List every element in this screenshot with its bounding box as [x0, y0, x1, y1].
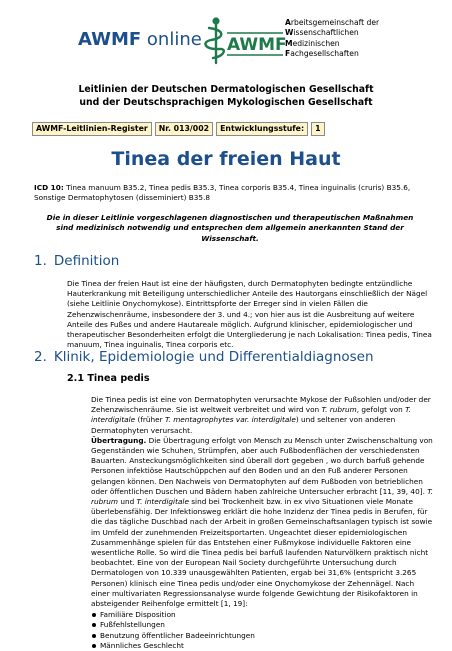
risk-factor-list — [91, 610, 431, 651]
register-bar — [32, 122, 328, 136]
subsection-heading-tinea-pedis: 2.1 Tinea pedis — [67, 373, 150, 384]
note-line: Die in dieser Leitlinie vorgeschlagenen diagnostischen und therapeutischen Maßnahmen — [46, 213, 414, 222]
icd-line: Tinea manuum B35.2, Tinea pedis B35.3, Tinea corporis B35.4, Tinea inguinalis (cruris) B35.6, — [63, 183, 411, 192]
list-item: Familiäre Disposition — [91, 610, 431, 620]
awmf-logo[interactable] — [203, 16, 285, 66]
note-line: Wissenschaft. — [201, 233, 259, 243]
register-number: Nr. 013/002 — [155, 122, 213, 136]
subtitle-line: und der Deutschsprachigen Mykologischen Gesellschaft — [79, 97, 373, 108]
guideline-note — [34, 213, 426, 244]
register-label: AWMF-Leitlinien-Register — [32, 122, 152, 136]
icd-codes — [34, 183, 426, 203]
list-item: Benutzung öffentlicher Badeeinrichtungen — [91, 631, 431, 641]
society-name — [285, 18, 379, 60]
caduceus-icon — [205, 19, 223, 63]
society-word: Fachgesellschaften — [285, 49, 359, 59]
list-item: Fußfehlstellungen — [91, 620, 431, 630]
note-line: sind medizinisch notwendig und entsprechen dem allgemein anerkannten Stand der — [56, 223, 404, 233]
icd-line: Sonstige Dermatophytosen (disseminiert) B35.8 — [34, 193, 211, 203]
page-title: Tinea der freien Haut — [111, 148, 341, 170]
section-heading-definition: 1. Definition — [34, 253, 120, 269]
section-heading-klinik: 2. Klinik, Epidemiologie und Differentialdiagnosen — [34, 349, 374, 365]
page-header — [0, 0, 452, 72]
subtitle-line: Leitlinien der Deutschen Dermatologischen Gesellschaft — [78, 84, 374, 95]
stage-label: Entwicklungsstufe: — [216, 122, 308, 136]
logo-wordmark: AWMF — [227, 35, 287, 55]
tinea-pedis-paragraph: Die Tinea pedis ist eine von Dermatophyten verursachte Mykose der Fußsohlen und/oder der Zehenzwischenräume. Sie ist weltweit verbreitet und wird von T. rubrum, gefolgt von T. interdigitale (früher T. mentagrophytes var. interdigitale) und seltener von anderen Dermatophyten verursacht. Übertragung. Die Übertragung erfolgt von Mensch zu Mensch unter Zwischenschaltung von Gegenständen wie Schuhen, Strümpfen, aber auch Fußbodenflächen der verschiedensten Bauarten. Ansteckungsmöglichkeiten sind überall dort gegeben , wo durch barfuß gehende Personen infektiöse Hautschüppchen auf den Boden und an den Fuß anderer Personen gelangen können. Den Nachweis von Dermatophyten auf dem Fußboden von betrieblichen oder öffentlichen Duschen und Bädern haben zahlreiche Untersucher erbracht [11, 39, 40]. T. rubrum und T. interdigitale sind bei Trockenheit bzw. in ex vivo Situationen viele Monate überlebensfähig. Der Infektionsweg erklärt die hohe Inzidenz der Tinea pedis in Berufen, für die das tägliche Duschbad nach der Arbeit in großen Gemeinschaftsanlagen typisch ist sowie im Umfeld der zunehmenden Freizeitsportarten. Ungeachtet dieser epidemiologischen Zusammenhänge spielen für das Entstehen einer Fußmykose individuelle Faktoren eine wesentliche Rolle. So wird die Tinea pedis bei barfuß laufenden Naturvölkern praktisch nicht beobachtet. Eine von der European Nail Society durchgeführte Untersuchung durch Dermatologen von 10.339 unausgewählten Patienten, ergab bei 31,6% (entspricht 3.265 Personen) klinisch eine Tinea pedis und/oder eine Onychomykose der Zehennägel. Nach einer multivariaten Regressionsanalyse wurde folgende Gewichtung der Risikofaktoren in absteigender Reihenfolge ermittelt [1, 19]: Familiäre Disposition Fußfehlstellungen Benutzung öffentlicher Badeeinrichtungen Männliches Geschlecht — [91, 395, 434, 650]
brand-awmf: AWMF — [78, 29, 142, 50]
stage-value: 1 — [311, 122, 324, 136]
awmf-online-brand[interactable] — [78, 29, 202, 50]
society-word: Arbeitsgemeinschaft der — [285, 18, 380, 27]
list-item: Männliches Geschlecht — [91, 641, 431, 651]
society-word: Wissenschaftlichen — [285, 28, 359, 38]
guideline-societies — [0, 83, 452, 109]
icd-label: ICD 10: — [34, 183, 64, 192]
society-word: Medizinischen — [285, 38, 340, 48]
brand-online: online — [141, 29, 202, 50]
definition-paragraph: Die Tinea der freien Haut ist eine der häufigsten, durch Dermatophyten bedingte entzündliche Hauterkrankung mit Beteiligung unterschiedlicher Anteile des Hautorgans einschließlich der Nägel (siehe Leitlinie Onychomykose). Eintrittspforte der Erreger sind in vielen Fällen die Zehenzwischenräume, insbesondere der 3. und 4.; von hier aus ist die Ausbreitung auf weitere Anteile des Fußes und andere Hautareale möglich. Aufgrund klinischer, epidemiologischer und therapeutischer Besonderheiten erfolgt die Untergliederung je nach Lokalisation: Tinea pedis, Tinea manuum, Tinea inguinalis, Tinea corporis etc. — [67, 279, 432, 350]
